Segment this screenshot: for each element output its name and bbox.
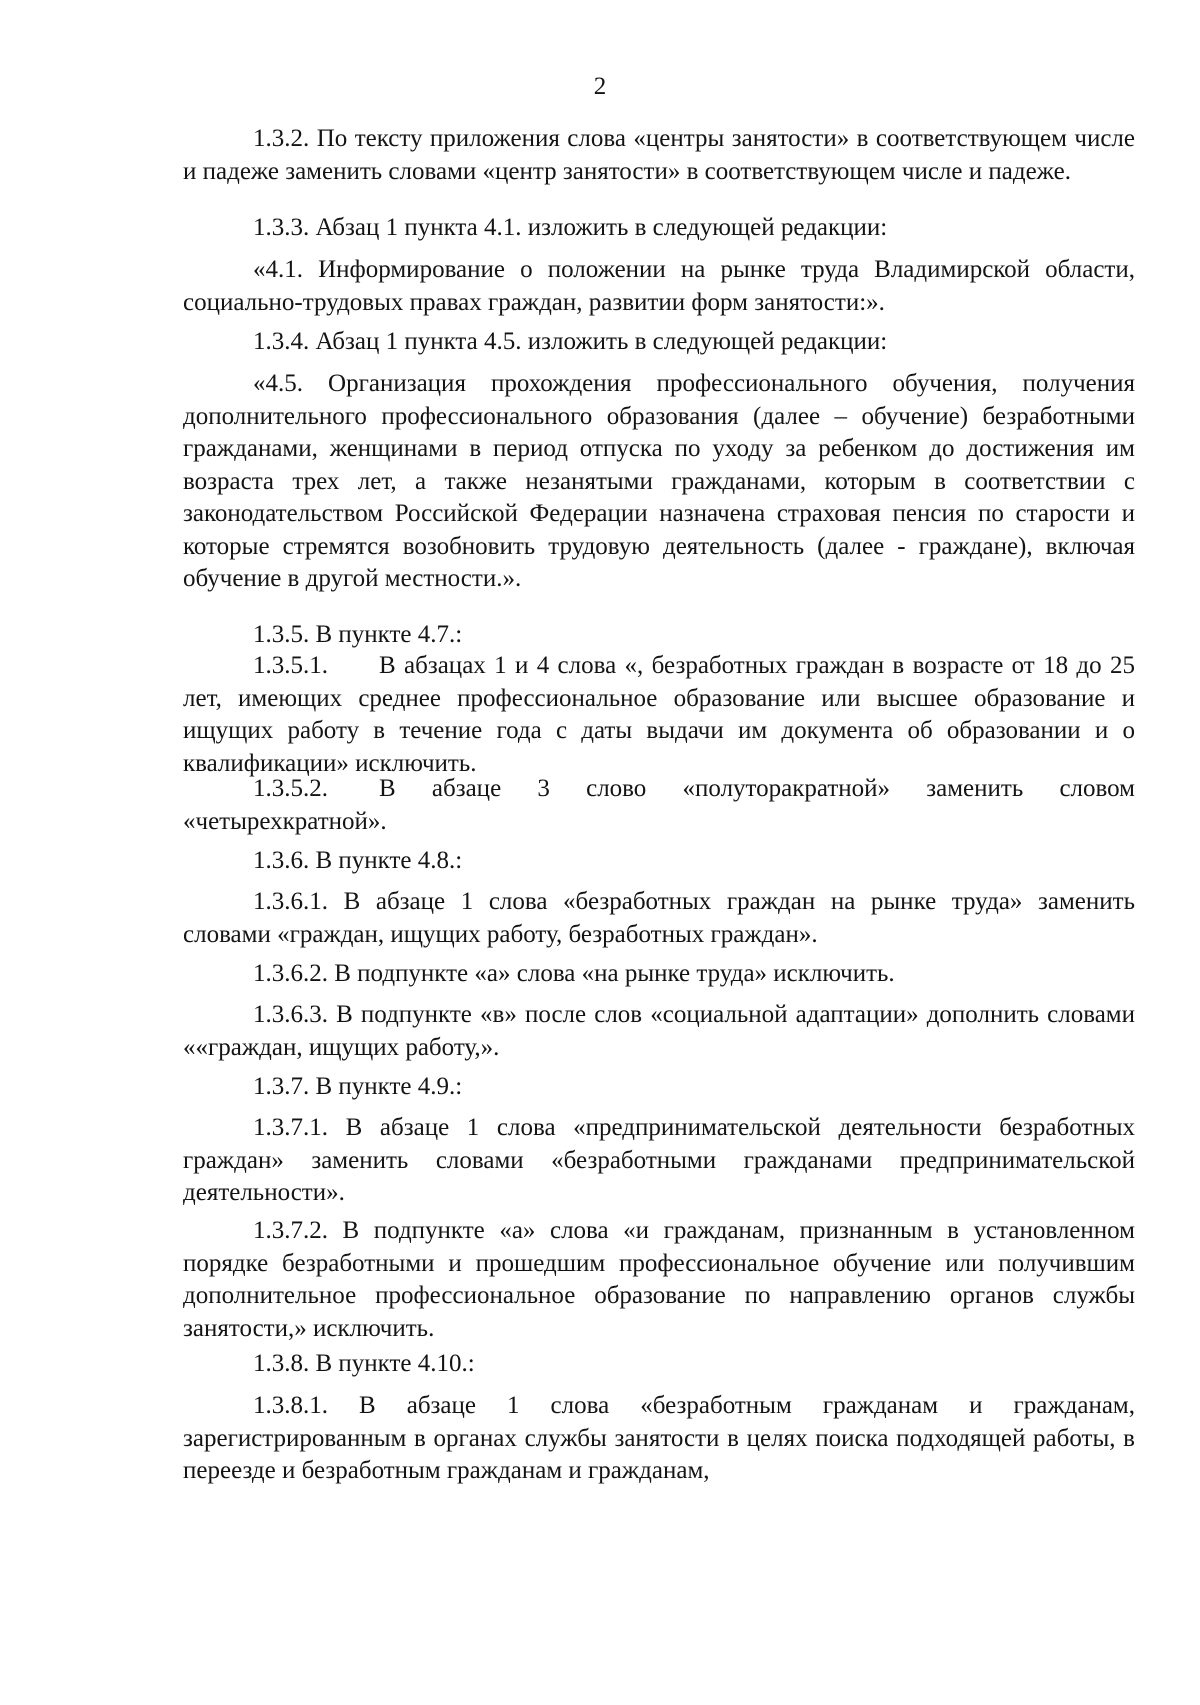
paragraph-1-3-5: 1.3.5. В пункте 4.7.:: [253, 621, 463, 648]
item-number: 1.3.5.2.: [253, 775, 328, 802]
paragraph-1-3-6-1: 1.3.6.1. В абзаце 1 слова «безработных граждан на рынке труда» заменить словами «граждан, ищущих работу, безработных граждан».: [183, 888, 1135, 948]
paragraph-1-3-3: 1.3.3. Абзац 1 пункта 4.1. изложить в следующей редакции:: [253, 214, 888, 241]
paragraph-1-3-5-2: [183, 773, 1135, 838]
paragraph-quote-4-5: «4.5. Организация прохождения профессионального обучения, получения дополнительного профессионального образования (далее – обучение) безработными гражданами, женщинами в период отпуска по уходу за ребенком до достижения им возраста трех лет, а также незанятыми гражданами, которым в соответствии с законодательством Российской Федерации назначена страховая пенсия по старости и которые стремятся возобновить трудовую деятельность (далее - граждане), включая обучение в другой местности.».: [183, 370, 1135, 592]
paragraph-1-3-7-1: 1.3.7.1. В абзаце 1 слова «предпринимательской деятельности безработных граждан» заменить словами «безработными гражданами предпринимательской деятельности».: [183, 1114, 1135, 1206]
paragraph-1-3-6-2: 1.3.6.2. В подпункте «а» слова «на рынке труда» исключить.: [253, 960, 895, 987]
paragraph-1-3-8: 1.3.8. В пункте 4.10.:: [253, 1350, 475, 1377]
paragraph-1-3-6: 1.3.6. В пункте 4.8.:: [253, 847, 463, 874]
paragraph-quote-4-1: «4.1. Информирование о положении на рынке труда Владимирской области, социально-трудовых правах граждан, развитии форм занятости:».: [183, 256, 1135, 316]
page-number: 2: [593, 73, 607, 100]
paragraph-1-3-5-1: [183, 650, 1135, 780]
paragraph-1-3-8-1: 1.3.8.1. В абзаце 1 слова «безработным гражданам и гражданам, зарегистрированным в органах службы занятости в целях поиска подходящей работы, в переезде и безработным гражданам и гражданам,: [183, 1392, 1135, 1484]
paragraph-1-3-6-3: 1.3.6.3. В подпункте «в» после слов «социальной адаптации» дополнить словами ««граждан, ищущих работу,».: [183, 1001, 1135, 1061]
paragraph-1-3-7: 1.3.7. В пункте 4.9.:: [253, 1073, 463, 1100]
paragraph-1-3-7-2: 1.3.7.2. В подпункте «а» слова «и гражданам, признанным в установленном порядке безработными и прошедшим профессиональное обучение или получившим дополнительное профессиональное образование по направлению органов службы занятости,» исключить.: [183, 1217, 1135, 1342]
paragraph-1-3-4: 1.3.4. Абзац 1 пункта 4.5. изложить в следующей редакции:: [253, 328, 888, 355]
paragraph-text: В абзаце 3 слово «полуторакратной» заменить словом «четырехкратной».: [183, 775, 1135, 835]
item-number: 1.3.5.1.: [253, 652, 328, 679]
paragraph-1-3-2: 1.3.2. По тексту приложения слова «центры занятости» в соответствующем числе и падеже заменить словами «центр занятости» в соответствующем числе и падеже.: [183, 125, 1135, 185]
paragraph-text: В абзацах 1 и 4 слова «, безработных граждан в возрасте от 18 до 25 лет, имеющих среднее профессиональное образование или высшее образование и ищущих работу в течение года с даты выдачи им документа об образовании и о квалификации» исключить.: [183, 652, 1135, 777]
